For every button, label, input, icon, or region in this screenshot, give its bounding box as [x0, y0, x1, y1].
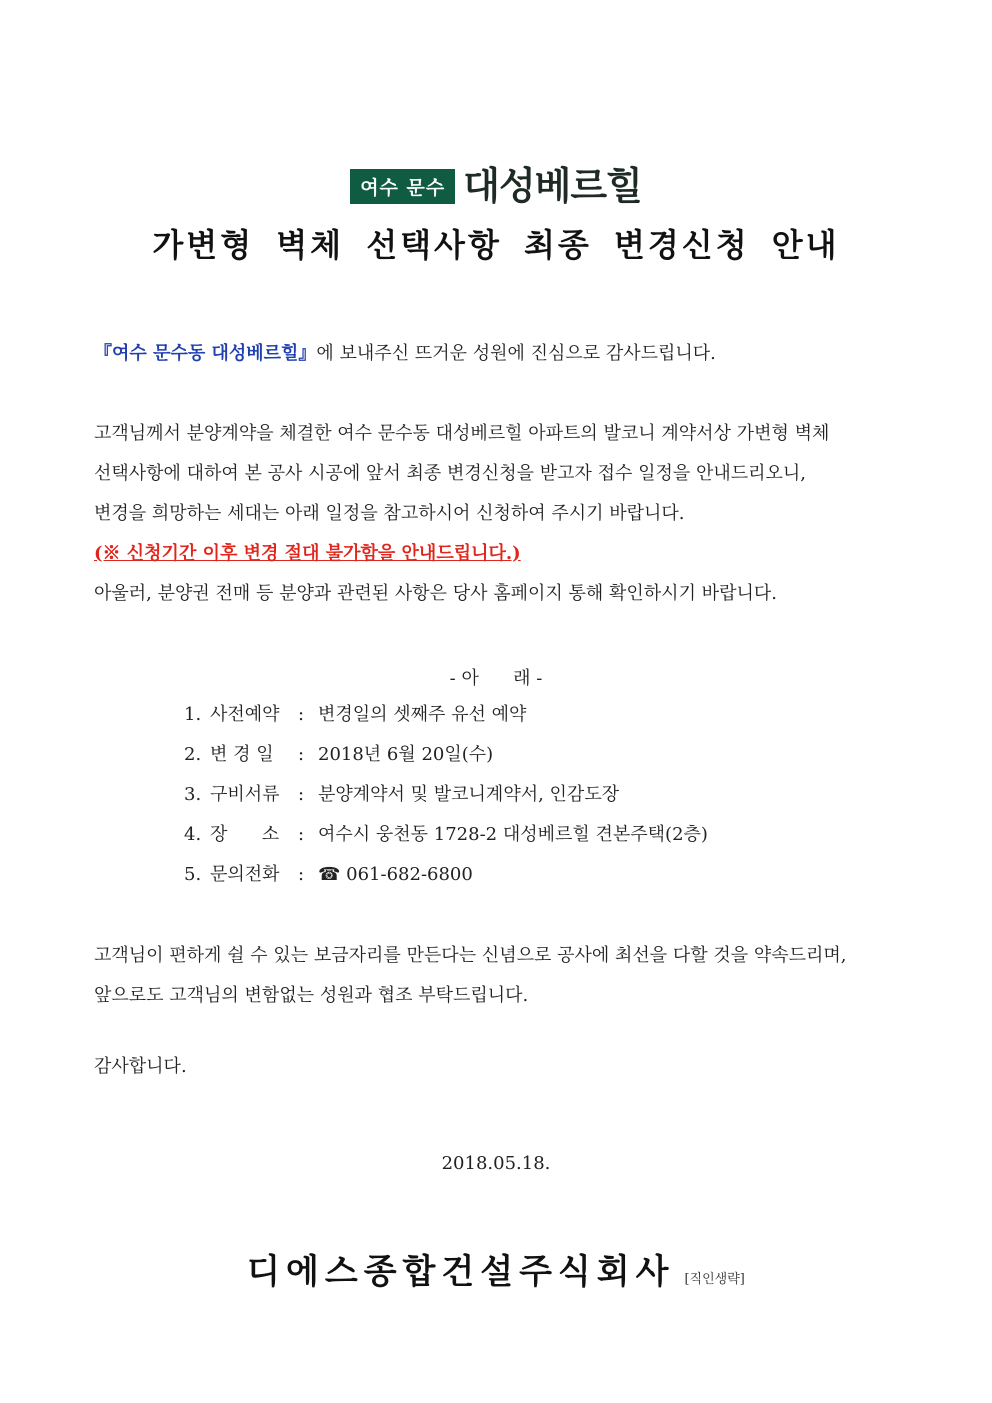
thanks-text: 감사합니다.: [94, 1056, 187, 1077]
list-item: 5. 문의전화 : ☎ 061-682-6800: [184, 855, 708, 895]
closing-paragraph: [94, 936, 904, 1016]
list-item: 1. 사전예약 : 변경일의 셋째주 유선 예약: [184, 695, 708, 735]
list-item: 3. 구비서류 : 분양계약서 및 발코니계약서, 인감도장: [184, 775, 708, 815]
item-label: 사전예약: [210, 704, 280, 725]
company-name: 디에스종합건설주식회사: [247, 1252, 675, 1292]
body-line: 고객님께서 분양계약을 체결한 여수 문수동 대성베르힐 아파트의 발코니 계약서상 가변형 벽체: [94, 423, 830, 444]
item-value: 2018년 6월 20일(수): [318, 744, 494, 765]
greeting-text: 에 보내주신 뜨거운 성원에 진심으로 감사드립니다.: [316, 343, 716, 364]
warning-text: (※ 신청기간 이후 변경 절대 불가함을 안내드립니다.): [94, 543, 521, 564]
body-paragraph: [94, 414, 904, 614]
page-title: 가변형 벽체 선택사항 최종 변경신청 안내: [152, 226, 840, 264]
company-signature: [0, 1244, 992, 1293]
item-value: 분양계약서 및 발코니계약서, 인감도장: [318, 784, 620, 805]
logo-badge: 여수 문수: [350, 169, 455, 204]
body-line: 아울러, 분양권 전매 등 분양과 관련된 사항은 당사 홈페이지 통해 확인하시기 바랍니다.: [94, 583, 777, 604]
item-label: 구비서류: [210, 784, 280, 805]
item-value: 여수시 웅천동 1728-2 대성베르힐 견본주택(2층): [318, 824, 708, 845]
item-value: 변경일의 셋째주 유선 예약: [318, 704, 527, 725]
item-value: ☎ 061-682-6800: [318, 864, 473, 885]
greeting-quote: 『여수 문수동 대성베르힐』: [94, 343, 317, 364]
item-label: 변 경 일: [210, 744, 274, 765]
list-item: 2. 변 경 일 : 2018년 6월 20일(수): [184, 735, 708, 775]
item-label: 장 소: [210, 824, 280, 845]
schedule-list: [184, 695, 708, 895]
notice-header: - 아 래 -: [449, 668, 543, 689]
body-line: 선택사항에 대하여 본 공사 시공에 앞서 최종 변경신청을 받고자 접수 일정을 안내드리오니,: [94, 463, 807, 484]
document-date: 2018.05.18.: [441, 1153, 551, 1174]
brand-logo: [0, 166, 992, 206]
logo-brand: 대성베르힐: [463, 164, 642, 208]
seal-note: [직인생략]: [684, 1272, 745, 1287]
item-label: 문의전화: [210, 864, 280, 885]
greeting: [94, 334, 904, 374]
list-item: 4. 장 소 : 여수시 웅천동 1728-2 대성베르힐 견본주택(2층): [184, 815, 708, 855]
closing-line: 앞으로도 고객님의 변함없는 성원과 협조 부탁드립니다.: [94, 985, 529, 1006]
body-line: 변경을 희망하는 세대는 아래 일정을 참고하시어 신청하여 주시기 바랍니다.: [94, 503, 685, 524]
closing-line: 고객님이 편하게 쉴 수 있는 보금자리를 만든다는 신념으로 공사에 최선을 다할 것을 약속드리며,: [94, 945, 847, 966]
